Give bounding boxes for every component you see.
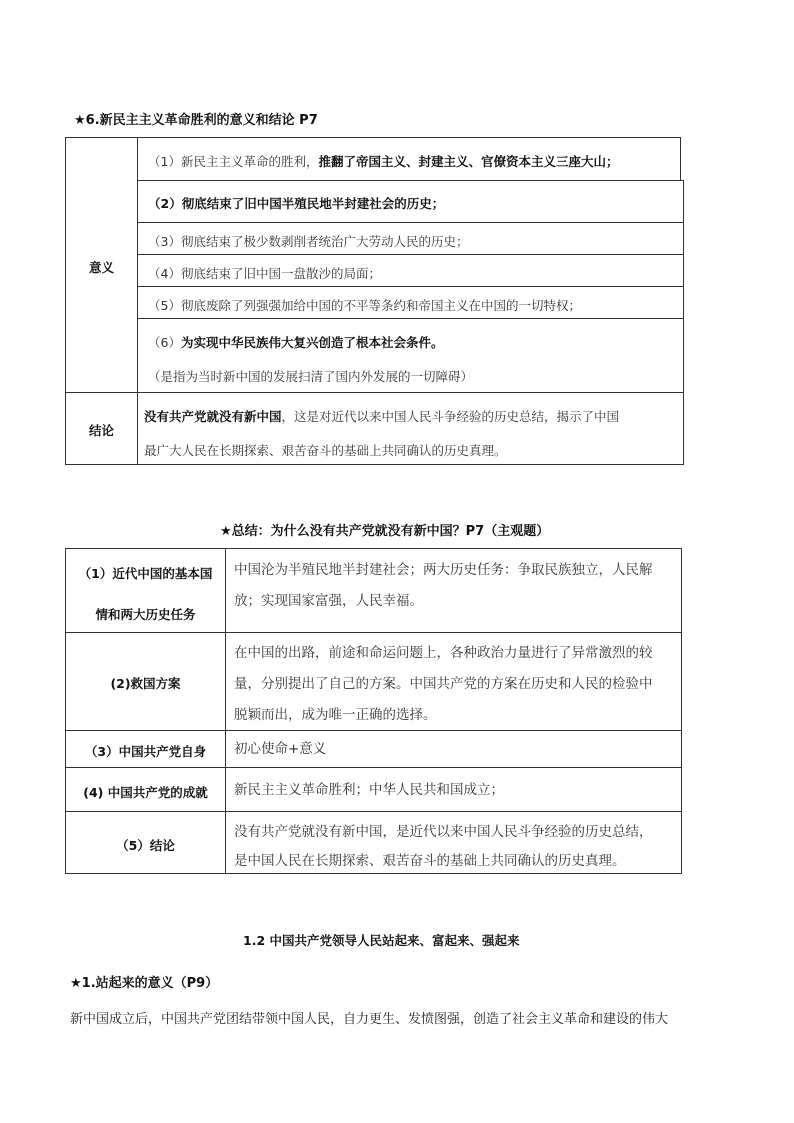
summary-label-5: （5）结论: [116, 838, 175, 853]
summary-content-5b: 是中国人民在长期探索、艰苦奋斗的基础上共同确认的历史真理。: [234, 853, 626, 869]
summary-content-4: 新民主主义革命胜利；中华人民共和国成立；: [234, 782, 504, 798]
summary-label-cell-5: [65, 811, 226, 874]
meaning-item-6: （6）为实现中华民族伟大复兴创造了根本社会条件。: [148, 335, 444, 350]
summary-label-cell-1: [65, 548, 226, 633]
section-1-2-paragraph: 新中国成立后，中国共产党团结带领中国人民，自力更生、发愤图强，创造了社会主义革命和建设的伟大: [70, 1012, 669, 1027]
meaning-item-2: （2）彻底结束了旧中国半殖民地半封建社会的历史；: [148, 196, 445, 211]
summary-label-cell-4: [65, 767, 226, 812]
meaning-row-1: [137, 137, 681, 181]
conclusion-row: [137, 392, 684, 465]
meaning-row-3: [137, 222, 684, 255]
summary-content-cell-5: [225, 811, 682, 874]
summary-content-3: 初心使命+意义: [234, 741, 327, 757]
meaning-row-4: [137, 254, 684, 287]
meaning-row-2: [137, 180, 684, 223]
conclusion-label-cell: [65, 392, 138, 465]
meaning-item-6-note: （是指为当时新中国的发展扫清了国内外发展的一切障碍）: [148, 369, 474, 384]
summary-content-5a: 没有共产党就没有新中国，是近代以来中国人民斗争经验的历史总结，: [234, 824, 653, 840]
summary-content-1a: 中国沦为半殖民地半封建社会；两大历史任务：争取民族独立，人民解: [234, 562, 653, 578]
meaning-row-5: [137, 286, 684, 319]
meaning-label: 意义: [88, 260, 114, 275]
summary-label-1b: 情和两大历史任务: [95, 607, 196, 622]
summary-content-2c: 脱颖而出，成为唯一正确的选择。: [234, 707, 437, 723]
summary-label-3: （3）中国共产党自身: [84, 744, 207, 759]
summary-label-cell-2: [65, 632, 226, 731]
meaning-row-6: [137, 318, 684, 393]
summary-content-cell-3: [225, 730, 682, 768]
meaning-item-3: （3）彻底结束了极少数剥削者统治广大劳动人民的历史；: [148, 234, 469, 249]
summary-label-2: (2)救国方案: [110, 676, 181, 691]
conclusion-line-2: 最广大人民在长期探索、艰苦奋斗的基础上共同确认的历史真理。: [144, 443, 507, 458]
meaning-item-1: （1）新民主主义革命的胜利，推翻了帝国主义、封建主义、官僚资本主义三座大山；: [148, 154, 619, 169]
meaning-item-5: （5）彻底废除了列强强加给中国的不平等条约和帝国主义在中国的一切特权；: [148, 298, 581, 313]
summary-label-cell-3: [65, 730, 226, 768]
summary-label-1a: （1）近代中国的基本国: [78, 566, 213, 581]
summary-content-2b: 量，分别提出了自己的方案。中国共产党的方案在历史和人民的检验中: [234, 676, 653, 692]
summary-content-cell-1: [225, 548, 682, 633]
conclusion-line-1: 没有共产党就没有新中国，这是对近代以来中国人民斗争经验的历史总结，揭示了中国: [144, 409, 620, 424]
summary-content-1b: 放；实现国家富强，人民幸福。: [234, 593, 423, 609]
section-1-2-title: 1.2 中国共产党领导人民站起来、富起来、强起来: [243, 933, 520, 948]
conclusion-label: 结论: [88, 423, 114, 438]
summary-content-cell-4: [225, 767, 682, 812]
section-1-2-subtitle: ★1.站起来的意义（P9）: [70, 976, 219, 991]
meaning-item-4: （4）彻底结束了旧中国一盘散沙的局面；: [148, 266, 381, 281]
section-title: ★6.新民主主义革命胜利的意义和结论 P7: [74, 113, 318, 128]
summary-title: ★总结：为什么没有共产党就没有新中国？P7（主观题）: [220, 524, 550, 539]
meaning-label-cell: [65, 137, 138, 393]
summary-content-2a: 在中国的出路，前途和命运问题上，各种政治力量进行了异常激烈的较: [234, 645, 653, 661]
summary-content-cell-2: [225, 632, 682, 731]
summary-label-4: (4) 中国共产党的成就: [83, 785, 208, 800]
